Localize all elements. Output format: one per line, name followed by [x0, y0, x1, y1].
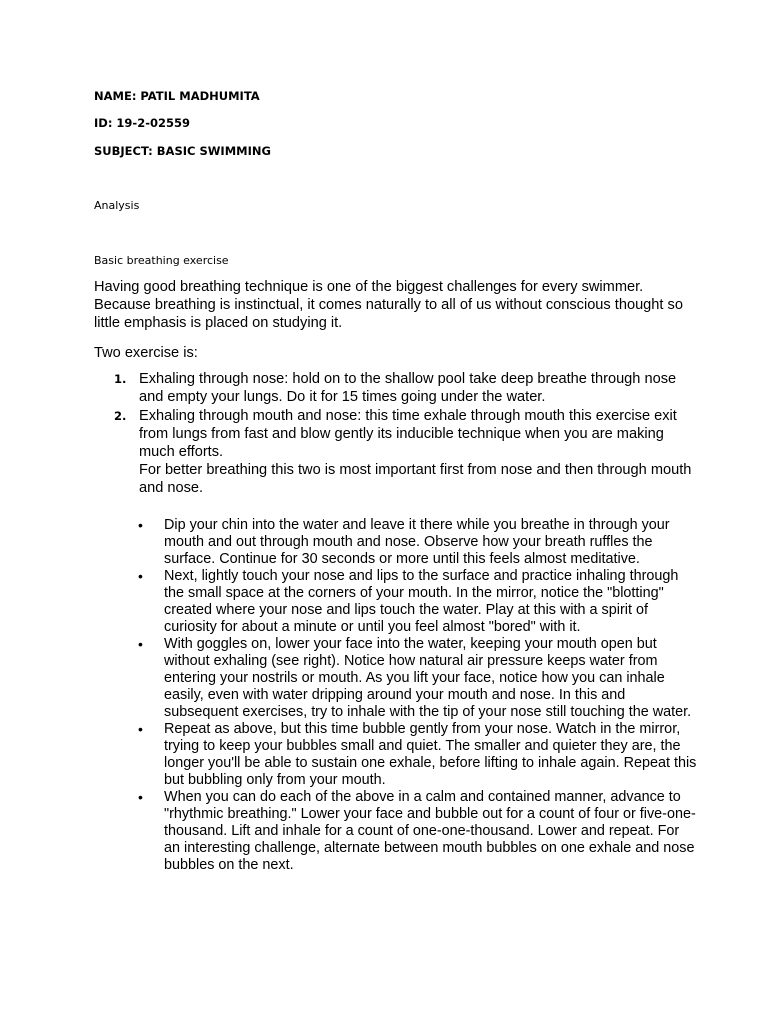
analysis-heading: Analysis [94, 199, 140, 212]
bullet-icon: • [138, 517, 143, 533]
list-item [137, 568, 697, 636]
list-item [137, 721, 697, 789]
numbered-item [94, 407, 694, 497]
item-text: Exhaling through nose: hold on to the shallow pool take deep breathe through nose and empty your lungs. Do it for 15 times going under the water. [139, 371, 677, 405]
bullet-text: When you can do each of the above in a calm and contained manner, advance to "rhythmic breathing." Lower your face and bubble out for a count of four or five-one-thousand. Lift and inhale for a count of one-one-thousand. Lower and repeat. For an interesting challenge, alternate between mouth bubbles on one exhale and nose bubbles on the next. [164, 789, 696, 873]
bullet-text: With goggles on, lower your face into the water, keeping your mouth open but without exhaling (see right). Notice how natural air pressure keeps water from entering your nostrils or mouth. As you lift your face, notice how you can inhale easily, even with water dripping around your mouth and nose. In this and subsequent exercises, try to inhale with the tip of your nose still touching the water. [164, 636, 692, 720]
section-heading: Basic breathing exercise [94, 254, 229, 267]
intro-paragraph: Having good breathing technique is one of the biggest challenges for every swimmer. Because breathing is instinctual, it comes naturally to all of us without conscious thought so little emphasis is placed on studying it. [94, 279, 683, 331]
list-item [137, 636, 697, 721]
bullet-text: Next, lightly touch your nose and lips to the surface and practice inhaling through the small space at the corners of your mouth. In the mirror, notice the "blotting" created where your nose and lips touch the water. Play at this with a spirit of curiosity for about a minute or until you feel almost "bored" with it. [164, 568, 679, 635]
list-item [137, 789, 697, 874]
subject-line: SUBJECT: BASIC SWIMMING [94, 144, 271, 158]
bullet-text: Repeat as above, but this time bubble gently from your nose. Watch in the mirror, trying to keep your bubbles small and quiet. The smaller and quieter they are, the longer you'll be able to sustain one exhale, before lifting to inhale again. Repeat this but bubbling only from your mouth. [164, 721, 697, 788]
bullet-text: Dip your chin into the water and leave it there while you breathe in through your mouth and out through mouth and nose. Observe how your breath ruffles the surface. Continue for 30 seconds or more until this feels almost meditative. [164, 517, 670, 567]
bullet-icon: • [138, 789, 143, 805]
bullet-list [137, 517, 697, 874]
id-line: ID: 19-2-02559 [94, 116, 190, 130]
bullet-icon: • [138, 636, 143, 652]
name-line: NAME: PATIL MADHUMITA [94, 89, 260, 103]
bullet-icon: • [138, 721, 143, 737]
bullet-icon: • [138, 568, 143, 584]
two-exercise-line: Two exercise is: [94, 345, 198, 361]
list-item [137, 517, 697, 568]
item-extra-text: For better breathing this two is most important first from nose and then through mouth and nose. [139, 462, 692, 496]
numbered-item [94, 370, 694, 406]
item-text: Exhaling through mouth and nose: this time exhale through mouth this exercise exit from lungs from fast and blow gently its inducible technique when you are making much efforts. [139, 408, 677, 460]
item-number: 1. [114, 372, 127, 386]
item-number: 2. [114, 409, 127, 423]
numbered-list [94, 370, 694, 497]
